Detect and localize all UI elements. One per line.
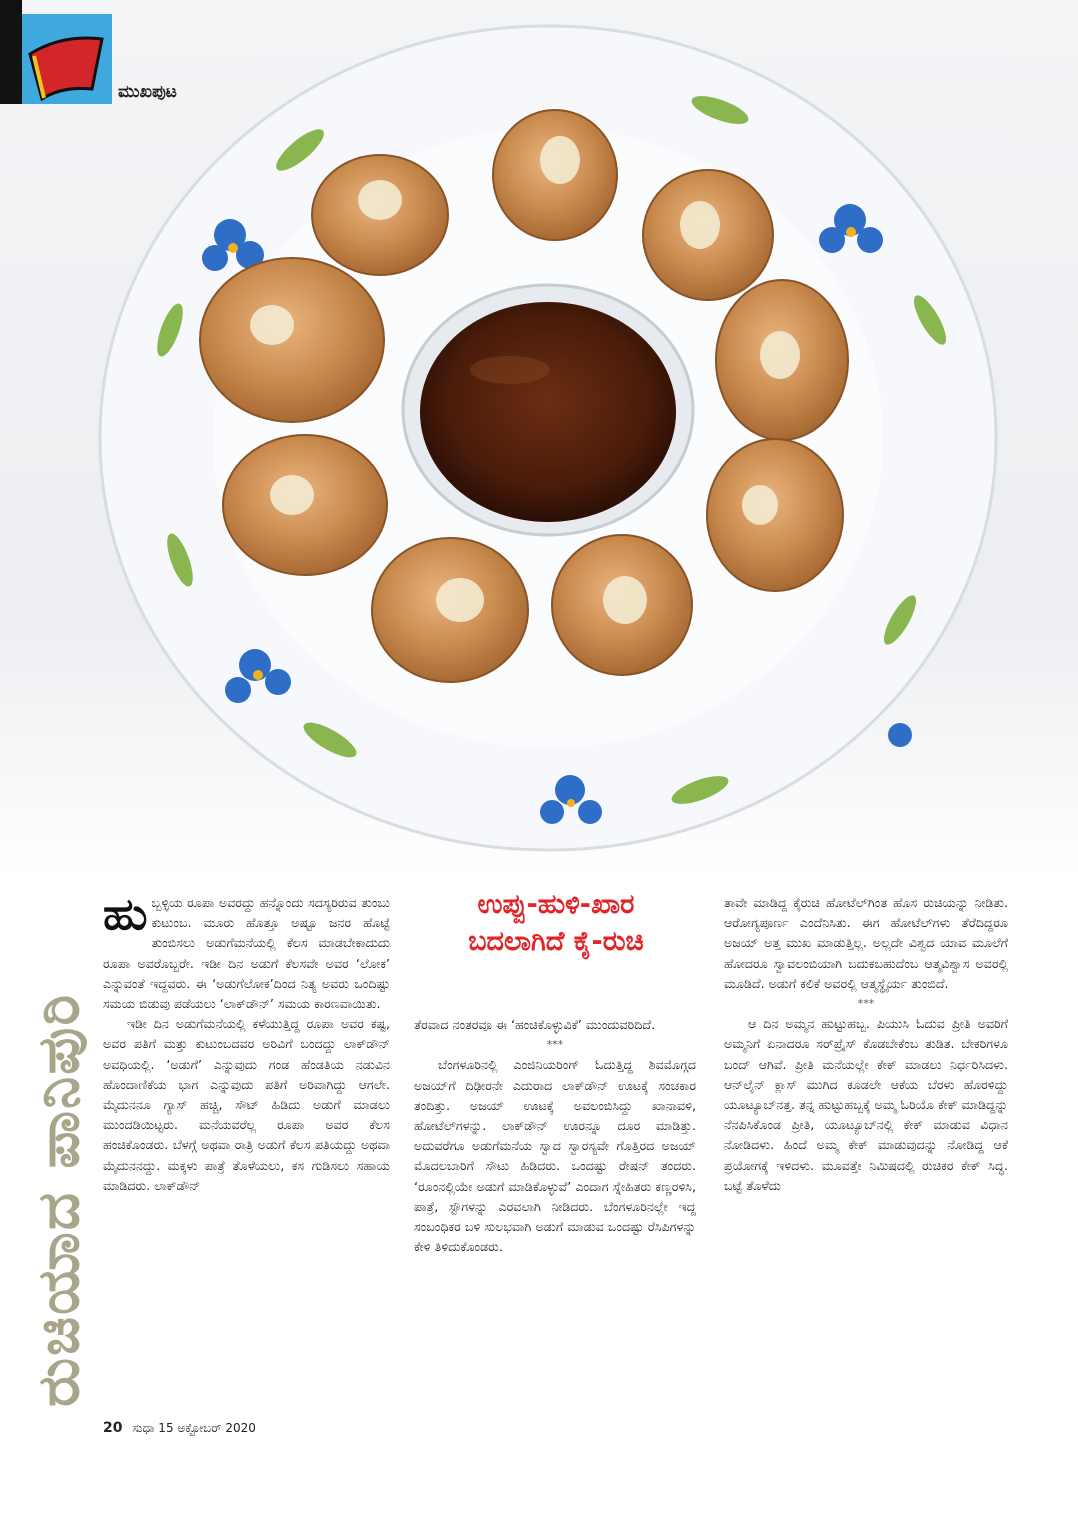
side-title: ರುಚಿಯಾದ ಪಾನಿಪುರಿ xyxy=(24,992,92,1408)
logo-blue-square xyxy=(22,14,112,104)
section-separator: *** xyxy=(546,1038,564,1052)
article-column-1 xyxy=(103,889,390,1196)
dropcap: ಹು xyxy=(103,889,148,940)
article-column-3 xyxy=(724,893,1008,1196)
article-column-2 xyxy=(414,1015,696,1257)
magazine-logo xyxy=(0,0,112,104)
issue-info: ಸುಧಾ 15 ಅಕ್ಟೋಬರ್ 2020 xyxy=(132,1421,256,1435)
paragraph: ತೆರವಾದ ನಂತರವೂ ಈ ‘ಹಂಚಿಕೊಳ್ಳುವಿಕೆ’ ಮುಂದುವರಿದಿದೆ. xyxy=(414,1017,656,1032)
logo-red-flag-icon xyxy=(22,14,112,104)
section-label: ಮುಖಪುಟ xyxy=(118,82,177,102)
section-separator: *** xyxy=(857,997,875,1011)
paragraph: ಆ ದಿನ ಅಮ್ಮನ ಹುಟ್ಟುಹಬ್ಬ. ಪಿಯುಸಿ ಓದುವ ಪ್ರೀತಿ ಅವರಿಗೆ ಅಮ್ಮನಿಗೆ ಏನಾದರೂ ಸರ್‌ಪ್ರೈಸ್ ಕೊಡಬೇಕೆಂಬ ತುಡಿತ. ಬೇಕರಿಗಳೂ ಬಂದ್ ಆಗಿವೆ. ಪ್ರೀತಿ ಮನೆಯಲ್ಲೇ ಕೇಕ್ ಮಾಡಲು ನಿರ್ಧರಿಸಿದಳು. ಆನ್‌ಲೈನ್ ಕ್ಲಾಸ್ ಮುಗಿದ ಕೂಡಲೇ ಆಕೆಯ ಬೆರಳು ಹೊರಳಿದ್ದು ಯೂಟ್ಯೂಬ್‌ನತ್ತ. ತನ್ನ ಹುಟ್ಟುಹಬ್ಬಕ್ಕೆ ಅಮ್ಮ ಓರಿಯೊ ಕೇಕ್ ಮಾಡಿದ್ದನ್ನು ನೆನಪಿಸಿಕೊಂಡ ಪ್ರೀತಿ, ಯೂಟ್ಯೂಬ್‌ನಲ್ಲಿ ಕೇಕ್ ಮಾಡುವ ವಿಧಾನ ನೋಡಿದಳು. ಹಿಂದೆ ಅಮ್ಮ ಕೇಕ್ ಮಾಡುವುದನ್ನು ನೋಡಿದ್ದ ಆಕೆ ಪ್ರಯೋಗಕ್ಕೆ ಇಳಿದಳು. ಮೂವತ್ತೇ ನಿಮಿಷದಲ್ಲಿ ರುಚಿಕರ ಕೇಕ್ ಸಿದ್ಧ. ಬಟ್ಟೆ ತೊಳೆದು xyxy=(724,1016,1008,1193)
paragraph: ಇಡೀ ದಿನ ಅಡುಗೆಮನೆಯಲ್ಲಿ ಕಳೆಯುತ್ತಿದ್ದ ರೂಪಾ ಅವರ ಕಷ್ಟ, ಅವರ ಪತಿಗೆ ಮತ್ತು ಕುಟುಂಬದವರ ಅರಿವಿಗೆ ಬಂದದ್ದು ಲಾಕ್‌ಡೌನ್ ಅವಧಿಯಲ್ಲಿ. ‘ಅಡುಗೆ’ ಎನ್ನುವುದು ಗಂಡ ಹೆಂಡತಿಯ ನಡುವಿನ ಹೊಂದಾಣಿಕೆಯ ಭಾಗ ಎನ್ನುವುದು ಪತಿಗೆ ಅರಿವಾಗಿದ್ದು ಆಗಲೇ. ಮೈದುನನೂ ಗ್ಯಾಸ್ ಹಚ್ಚಿ, ಸೌಟ್ ಹಿಡಿದು ಅಡುಗೆ ಮಾಡಲು ಮುಂದಡಿಯಿಟ್ಟರು. ಮನೆಯವರೆಲ್ಲ ರೂಪಾ ಅವರ ಕೆಲಸ ಹಂಚಿಕೊಂಡರು. ಬೆಳಗ್ಗೆ ಅಥವಾ ರಾತ್ರಿ ಅಡುಗೆ ಕೆಲಸ ಪತಿಯದ್ದು ಅಥವಾ ಮೈದುನನದ್ದು. ಮಕ್ಕಳು ಪಾತ್ರೆ ತೊಳೆಯಲು, ಕಸ ಗುಡಿಸಲು ಸಹಾಯ ಮಾಡಿದರು. ಲಾಕ್‌ಡೌನ್ xyxy=(103,1016,390,1193)
logo-black-strip xyxy=(0,0,22,104)
paragraph: ತಾವೇ ಮಾಡಿದ್ದ ಕೈರುಚಿ ಹೋಟೆಲ್‌ಗಿಂತ ಹೊಸ ರುಚಿಯನ್ನು ನೀಡಿತು. ಆರೋಗ್ಯಪೂರ್ಣ ಎಂದೆನಿಸಿತು. ಈಗ ಹೋಟೆಲ್‌ಗಳು ತೆರೆದಿದ್ದರೂ ಅಜಯ್ ಅತ್ತ ಮುಖ ಮಾಡುತ್ತಿಲ್ಲ. ಅಲ್ಲದೇ ವಿಶ್ವದ ಯಾವ ಮೂಲೆಗೆ ಹೋದರೂ ಸ್ವಾವಲಂಬಿಯಾಗಿ ಬದುಕಬಹುದೆಂಬ ಆತ್ಮವಿಶ್ವಾಸ ಅವರಲ್ಲಿ ಮೂಡಿದೆ. ಅಡುಗೆ ಕಲಿಕೆ ಅವರಲ್ಲಿ ಆತ್ಮಸ್ಥೈರ್ಯ ತುಂಬಿದೆ. xyxy=(724,895,1008,991)
headline-line-1: ಉಪ್ಪು-ಹುಳಿ-ಖಾರ xyxy=(477,889,635,920)
paragraph: ಬ್ಬಳ್ಳಿಯ ರೂಪಾ ಅವರದ್ದು ಹನ್ನೊಂದು ಸದಸ್ಯರಿರುವ ತುಂಬು ಕುಟುಂಬ. ಮೂರು ಹೊತ್ತೂ ಅಷ್ಟೂ ಜನರ ಹೊಟ್ಟೆ ತುಂಬಿಸಲು ಅಡುಗೆಮನೆಯಲ್ಲಿ ಕೆಲಸ ಮಾಡಬೇಕಾದುದು ರೂಪಾ ಅವರೊಬ್ಬರೇ. ಇಡೀ ದಿನ ಅಡುಗೆ ಕೆಲಸವೇ ಅವರ ‘ಲೋಕ’ ಎನ್ನುವಂತೆ ಇದ್ದವರು. ಈ ‘ಅಡುಗೆಲೋಕ’ದಿಂದ ನಿತ್ಯ ಅವರು ಒಂದಿಷ್ಟು ಸಮಯ ಬಿಡುವು ಪಡೆಯಲು ‘ಲಾಕ್‌ಡೌನ್’ ಸಮಯ ಕಾರಣವಾಯಿತು. xyxy=(103,895,390,1012)
page-footer xyxy=(103,1420,256,1436)
paragraph: ಬೆಂಗಳೂರಿನಲ್ಲಿ ಎಂಜಿನಿಯರಿಂಗ್ ಓದುತ್ತಿದ್ದ ಶಿವಮೊಗ್ಗದ ಅಜಯ್‌ಗೆ ದಿಢೀರನೇ ಎದುರಾದ ಲಾಕ್‌ಡೌನ್ ಊಟಕ್ಕೆ ಸಂಚಕಾರ ತಂದಿತ್ತು. ಅಜಯ್ ಊಟಕ್ಕೆ ಅವಲಂಬಿಸಿದ್ದು ಖಾನಾವಳಿ, ಹೋಟೆಲ್‌ಗಳನ್ನು. ಲಾಕ್‌ಡೌನ್ ಊರನ್ನೂ ದೂರ ಮಾಡಿತ್ತು. ಅದುವರೆಗೂ ಅಡುಗೆಮನೆಯ ಸ್ವಾದ ಸ್ವಾರಸ್ಯವೇ ಗೊತ್ತಿರದ ಅಜಯ್ ಮೊದಲಬಾರಿಗೆ ಸೌಟು ಹಿಡಿದರು. ಒಂದಷ್ಟು ರೇಷನ್ ತಂದರು. ‘ರೂಂನಲ್ಲಿಯೇ ಅಡುಗೆ ಮಾಡಿಕೊಳ್ಳುವೆ’ ಎಂದಾಗ ಸ್ನೇಹಿತರು ಕಣ್ಣರಳಿಸಿ, ಪಾತ್ರೆ, ಸ್ಟೌಗಳನ್ನು ಎರವಲಾಗಿ ನೀಡಿದರು. ಬೆಂಗಳೂರಿನಲ್ಲೇ ಇದ್ದ ಸಂಬಂಧಿಕರ ಬಳಿ ಸುಲಭವಾಗಿ ಅಡುಗೆ ಮಾಡುವ ಒಂದಷ್ಟು ರೆಸಿಪಿಗಳನ್ನು ಕೇಳಿ ತಿಳಿದುಕೊಂಡರು. xyxy=(414,1057,696,1255)
headline-line-2: ಬದಲಾಗಿದೆ ಕೈ-ರುಚಿ xyxy=(468,926,644,957)
headline xyxy=(410,886,702,960)
page-number: 20 xyxy=(103,1420,123,1436)
